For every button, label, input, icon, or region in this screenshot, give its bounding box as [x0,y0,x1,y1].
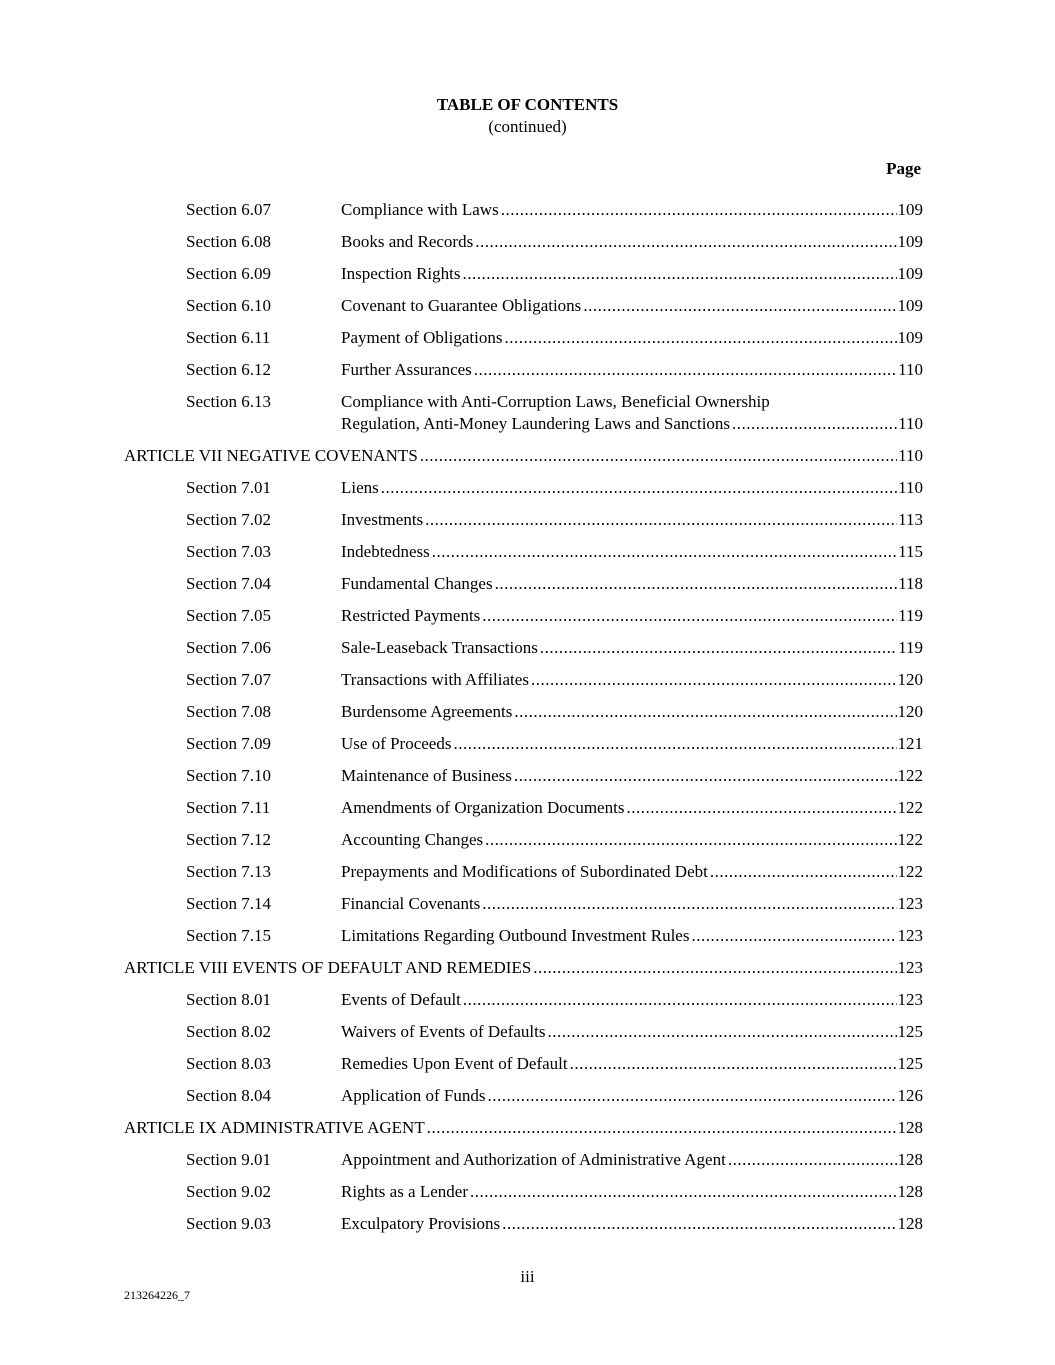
entry-title-block [341,925,923,947]
toc-section-entry[interactable] [0,509,1055,541]
section-number: Section 8.04 [186,1086,271,1105]
section-title: Transactions with Affiliates [341,670,529,689]
page-number: 123 [897,926,923,945]
toc-section-entry[interactable] [0,359,1055,391]
entry-title-block [124,957,923,979]
section-number: Section 7.04 [186,574,271,593]
section-number: Section 7.05 [186,606,271,625]
toc-section-entry[interactable] [0,1181,1055,1213]
toc-section-entry[interactable] [0,797,1055,829]
toc-section-entry[interactable] [0,1053,1055,1085]
article-title: ARTICLE VII NEGATIVE COVENANTS [124,446,418,465]
entry-title-line1: Compliance with Anti-Corruption Laws, Beneficial Ownership [341,392,770,411]
section-number: Section 6.07 [186,200,271,219]
dot-leader [462,263,896,285]
dot-leader [474,359,897,381]
toc-section-entry[interactable] [0,893,1055,925]
section-number: Section 9.02 [186,1182,271,1201]
page-number: 122 [897,830,923,849]
section-title: Sale-Leaseback Transactions [341,638,538,657]
document-id: 213264226_7 [124,1288,190,1302]
section-number: Section 8.01 [186,990,271,1009]
page-column-label: Page [886,159,921,178]
section-title: Accounting Changes [341,830,484,849]
section-number: Section 7.11 [186,798,271,817]
section-number: Section 6.12 [186,360,271,379]
section-title: Appointment and Authorization of Administrative Agent [341,1150,726,1169]
section-title: Covenant to Guarantee Obligations [341,296,582,315]
toc-section-entry[interactable] [0,1149,1055,1181]
toc-section-entry[interactable] [0,637,1055,669]
entry-title-block [341,605,923,627]
section-title: Exculpatory Provisions [341,1214,501,1233]
section-number: Section 7.07 [186,670,271,689]
article-title: ARTICLE VIII EVENTS OF DEFAULT AND REMEDIES [124,958,532,977]
section-number: Section 8.02 [186,1022,271,1041]
page-number: 123 [897,958,923,977]
toc-section-entry[interactable] [0,541,1055,573]
dot-leader [470,1181,897,1203]
dot-leader [495,573,898,595]
section-title: Amendments of Organization Documents [341,798,625,817]
toc-section-entry[interactable] [0,573,1055,605]
entry-title-block [341,327,923,349]
entry-title-block [341,541,923,563]
toc-section-entry[interactable] [0,861,1055,893]
entry-title-block [341,231,923,253]
toc-section-entry[interactable] [0,733,1055,765]
dot-leader [583,295,896,317]
dot-leader [502,1213,896,1235]
section-title: Restricted Payments [341,606,481,625]
page-number: 123 [897,990,923,1009]
entry-title-block [341,893,923,915]
entry-title-block [341,359,923,381]
section-title: Application of Funds [341,1086,486,1105]
dot-leader [504,327,896,349]
section-number: Section 7.12 [186,830,271,849]
page-number: 109 [897,264,923,283]
section-number: Section 7.06 [186,638,271,657]
page-number: 125 [897,1054,923,1073]
dot-leader [381,477,897,499]
dot-leader [420,445,897,467]
section-title: Use of Proceeds [341,734,452,753]
dot-leader [488,1085,897,1107]
section-number: Section 6.08 [186,232,271,251]
page-number: 126 [897,1086,923,1105]
toc-article-entry[interactable] [0,957,1055,989]
page-number: 128 [897,1182,923,1201]
page-number: 118 [898,574,923,593]
section-title: Prepayments and Modifications of Subordinated Debt [341,862,708,881]
toc-section-entry[interactable] [0,1213,1055,1245]
entry-title-block [341,733,923,755]
toc-section-entry[interactable] [0,765,1055,797]
toc-section-entry[interactable] [0,1085,1055,1117]
page-number: 110 [898,360,923,379]
section-number: Section 9.03 [186,1214,271,1233]
toc-section-entry[interactable] [0,669,1055,701]
section-title: Waivers of Events of Defaults [341,1022,546,1041]
toc-section-entry[interactable] [0,199,1055,231]
page-number: 110 [898,446,923,465]
page-number: 125 [897,1022,923,1041]
section-title: Remedies Upon Event of Default [341,1054,568,1073]
dot-leader [425,509,897,531]
page-number: 123 [897,894,923,913]
page-number: 110 [898,478,923,497]
dot-leader [547,1021,896,1043]
section-number: Section 6.11 [186,328,271,347]
section-number: Section 7.09 [186,734,271,753]
entry-title-block [341,263,923,285]
toc-section-entry[interactable] [0,1021,1055,1053]
entry-title-block [341,1181,923,1203]
toc-title: TABLE OF CONTENTS [436,95,619,114]
page-number: 109 [897,296,923,315]
section-number: Section 8.03 [186,1054,271,1073]
entry-title-block [341,1021,923,1043]
page-number: 122 [897,862,923,881]
toc-article-entry[interactable] [0,1117,1055,1149]
toc-section-entry[interactable] [0,989,1055,1021]
entry-title-block [341,669,923,691]
dot-leader [482,893,896,915]
page-number: 115 [898,542,923,561]
entry-title-block [124,1117,923,1139]
toc-section-entry[interactable] [0,263,1055,295]
page-number: 113 [898,510,923,529]
dot-leader [475,231,896,253]
dot-leader [514,701,896,723]
entry-title-block [341,199,923,221]
section-number: Section 7.14 [186,894,271,913]
page-number: 122 [897,798,923,817]
section-title: Compliance with Laws [341,200,499,219]
section-number: Section 7.15 [186,926,271,945]
page-number: 128 [897,1214,923,1233]
toc-subtitle: (continued) [488,117,567,136]
entry-title-block [341,861,923,883]
toc-section-entry[interactable] [0,605,1055,637]
entry-title-block [341,989,923,1011]
section-title: Maintenance of Business [341,766,512,785]
section-number: Section 7.03 [186,542,271,561]
dot-leader [728,1149,897,1171]
toc-section-entry[interactable] [0,231,1055,263]
entry-title-block [341,509,923,531]
page-number: 109 [897,328,923,347]
section-title: Fundamental Changes [341,574,493,593]
dot-leader [540,637,897,659]
section-number: Section 6.09 [186,264,271,283]
toc-section-entry[interactable] [0,829,1055,861]
toc-section-entry[interactable] [0,327,1055,359]
entry-title-block [341,1085,923,1107]
section-number: Section 7.13 [186,862,271,881]
page-number: 121 [897,734,923,753]
entry-title-block [341,573,923,595]
entry-title-block [341,391,923,435]
toc-article-entry[interactable] [0,445,1055,477]
entry-title-block [341,637,923,659]
toc-section-entry[interactable] [0,391,1055,445]
dot-leader [432,541,897,563]
section-number: Section 7.10 [186,766,271,785]
page-number: 122 [897,766,923,785]
dot-leader [463,989,897,1011]
page-number: 120 [897,702,923,721]
section-title: Further Assurances [341,360,472,379]
dot-leader [710,861,897,883]
section-title: Financial Covenants [341,894,481,913]
entry-title-block [124,445,923,467]
dot-leader [626,797,896,819]
section-title: Liens [341,478,379,497]
section-title: Regulation, Anti-Money Laundering Laws and Sanctions [341,414,731,433]
section-title: Limitations Regarding Outbound Investment Rules [341,926,690,945]
section-number: Section 7.02 [186,510,271,529]
entry-title-block [341,829,923,851]
page-number: 120 [897,670,923,689]
toc-list [0,199,1055,1245]
dot-leader [514,765,897,787]
page-number: 110 [898,414,923,433]
section-title: Events of Default [341,990,461,1009]
section-number: Section 6.13 [186,392,271,411]
dot-leader [533,957,896,979]
page-number: 119 [898,606,923,625]
section-number: Section 7.01 [186,478,271,497]
dot-leader [691,925,896,947]
dot-leader [485,829,896,851]
entry-title-block [341,797,923,819]
dot-leader [570,1053,897,1075]
toc-section-entry[interactable] [0,295,1055,327]
dot-leader [453,733,896,755]
article-title: ARTICLE IX ADMINISTRATIVE AGENT [124,1118,425,1137]
page-number: 128 [897,1150,923,1169]
dot-leader [501,199,897,221]
entry-title-block [341,1213,923,1235]
dot-leader [427,1117,897,1139]
dot-leader [732,413,897,435]
section-number: Section 7.08 [186,702,271,721]
section-title: Burdensome Agreements [341,702,513,721]
page-number: 109 [897,232,923,251]
entry-title-block [341,477,923,499]
section-title: Books and Records [341,232,474,251]
section-number: Section 6.10 [186,296,271,315]
entry-title-block [341,1149,923,1171]
toc-section-entry[interactable] [0,925,1055,957]
page-number: 128 [897,1118,923,1137]
entry-title-block [341,701,923,723]
toc-section-entry[interactable] [0,701,1055,733]
section-title: Indebtedness [341,542,430,561]
section-title: Investments [341,510,424,529]
entry-title-block [341,765,923,787]
page-number: 119 [898,638,923,657]
footer-page-number: iii [520,1267,535,1286]
dot-leader [482,605,897,627]
section-title: Rights as a Lender [341,1182,468,1201]
section-title: Payment of Obligations [341,328,503,347]
section-number: Section 9.01 [186,1150,271,1169]
section-title: Inspection Rights [341,264,461,283]
dot-leader [531,669,897,691]
entry-title-block [341,1053,923,1075]
entry-title-block [341,295,923,317]
toc-section-entry[interactable] [0,477,1055,509]
page-number: 109 [897,200,923,219]
